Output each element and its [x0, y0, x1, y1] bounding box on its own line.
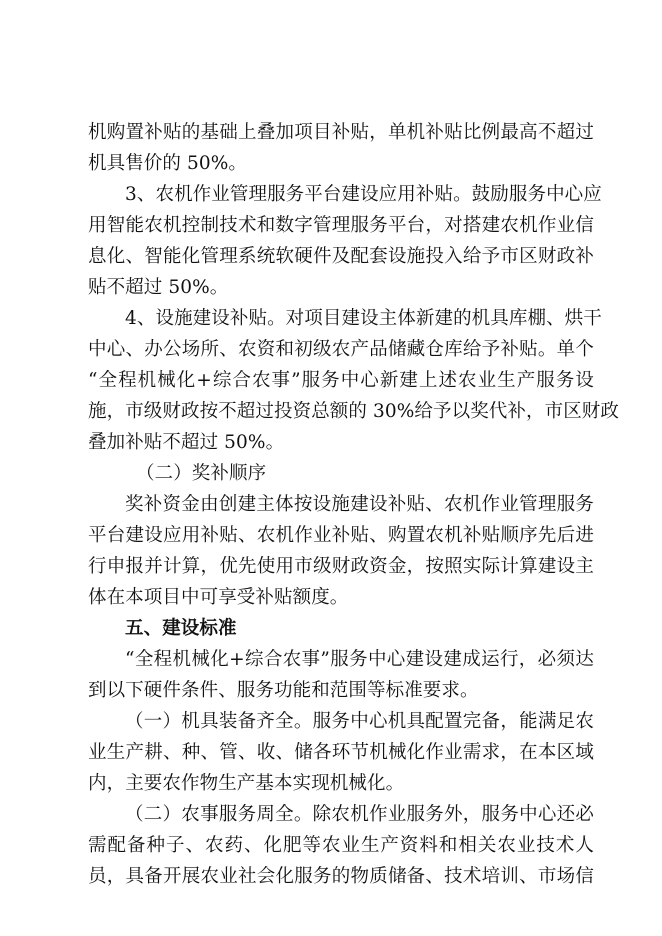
text-line: 行申报并计算，优先使用市级财政资金，按照实际计算建设主: [88, 556, 594, 577]
text-line: 机购置补贴的基础上叠加项目补贴，单机补贴比例最高不超过: [88, 122, 594, 143]
text-line: 机具售价的 50%。: [88, 153, 248, 174]
text-line: 体在本项目中可享受补贴额度。: [88, 587, 349, 608]
text-line: 3、农机作业管理服务平台建设应用补贴。鼓励服务中心应: [125, 184, 602, 205]
text-line: 到以下硬件条件、服务功能和范围等标准要求。: [88, 680, 479, 701]
text-line: 叠加补贴不超过 50%。: [88, 432, 285, 453]
text-line: （一）机具装备齐全。服务中心机具配置完备，能满足农: [125, 711, 594, 732]
text-line: “全程机械化+综合农事”服务中心建设建成运行，必须达: [125, 649, 594, 670]
section-heading: 五、建设标准: [125, 618, 237, 639]
text-line: 用智能农机控制技术和数字管理服务平台，对搭建农机作业信: [88, 215, 594, 236]
text-line: 奖补资金由创建主体按设施建设补贴、农机作业管理服务: [125, 494, 594, 515]
text-line: 施，市级财政按不超过投资总额的 30%给予以奖代补，市区财政: [88, 401, 620, 422]
text-line: 贴不超过 50%。: [88, 277, 229, 298]
text-line: 需配备种子、农药、化肥等农业生产资料和相关农业技术人: [88, 835, 594, 856]
text-line: 业生产耕、种、管、收、储各环节机械化作业需求，在本区域: [88, 742, 594, 763]
section-subheading: （二）奖补顺序: [136, 463, 267, 484]
text-line: （二）农事服务周全。除农机作业服务外，服务中心还必: [125, 804, 594, 825]
text-line: 中心、办公场所、农资和初级农产品储藏仓库给予补贴。单个: [88, 339, 594, 360]
text-line: 4、设施建设补贴。对项目建设主体新建的机具库棚、烘干: [125, 308, 602, 329]
text-line: 平台建设应用补贴、农机作业补贴、购置农机补贴顺序先后进: [88, 525, 594, 546]
text-line: 息化、智能化管理系统软硬件及配套设施投入给予市区财政补: [88, 246, 594, 267]
text-line: 内，主要农作物生产基本实现机械化。: [88, 773, 405, 794]
text-line: 员，具备开展农业社会化服务的物质储备、技术培训、市场信: [88, 866, 594, 887]
text-line: “全程机械化+综合农事”服务中心新建上述农业生产服务设: [88, 370, 594, 391]
